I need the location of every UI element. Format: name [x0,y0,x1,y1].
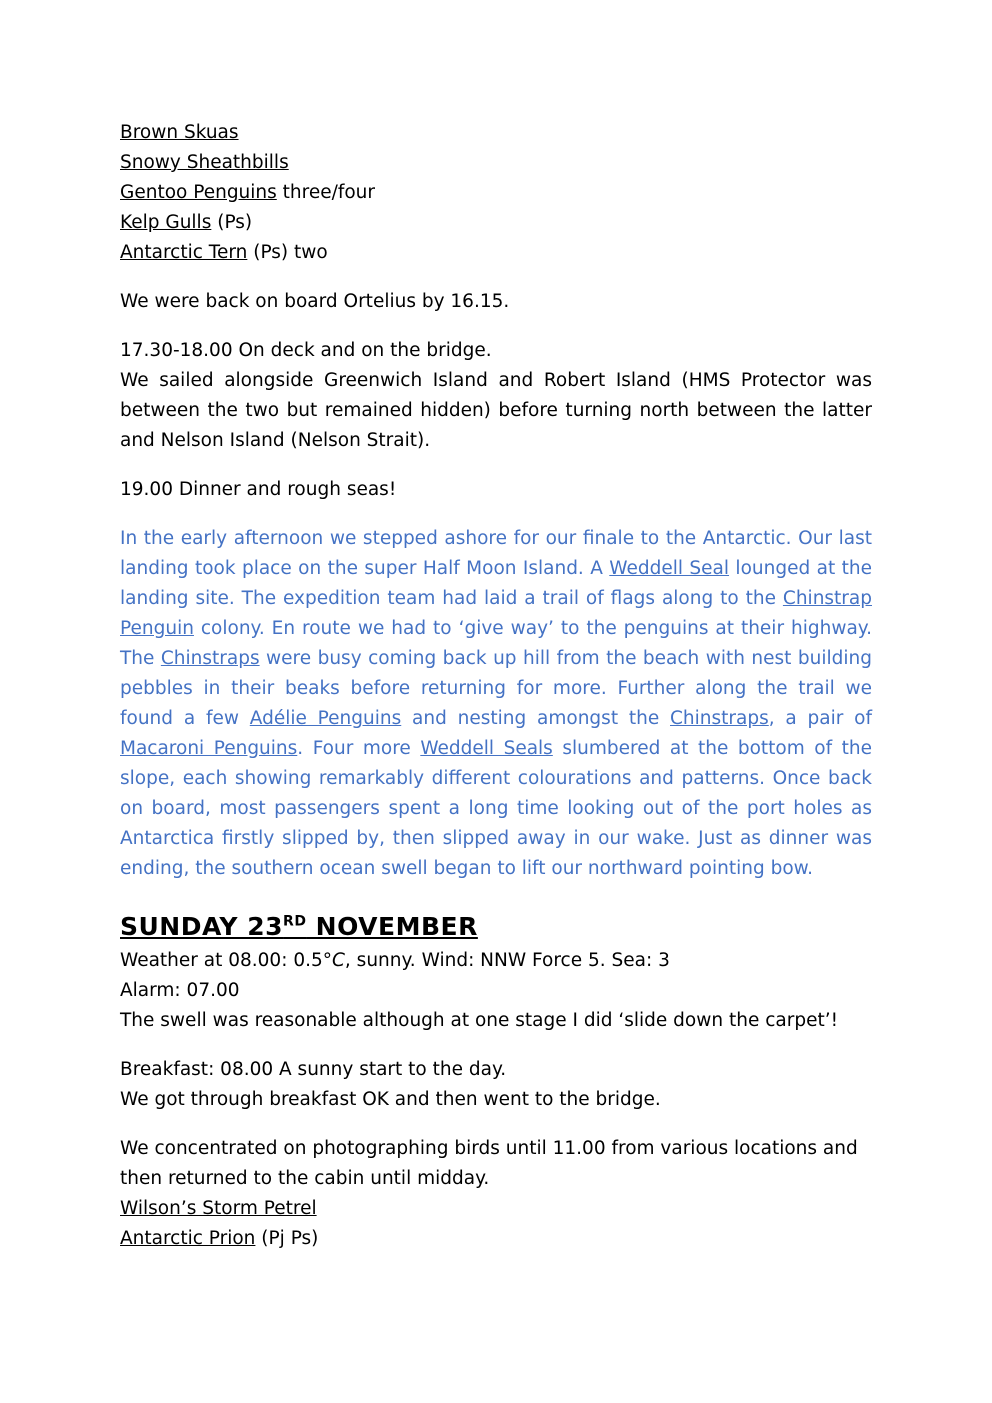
underlined-text: Macaroni Penguins [120,738,298,759]
bird-sightings-list-top [120,118,872,268]
underlined-text: Weddell Seal [609,558,730,579]
paragraph-back-on-board: We were back on board Ortelius by 16.15. [120,291,510,312]
sailing-text: We sailed alongside Greenwich Island and Robert Island (HMS Protector was between the two but remained hidden) before turning north between the latter and Nelson Island (Nelson Strait). [120,370,872,451]
text-run: Weather at 08.00: 0.5° [120,950,332,971]
underlined-text: Kelp Gulls [120,212,212,233]
underlined-text: Antarctic Tern [120,242,248,263]
sighting-line [120,238,872,268]
breakfast-block [120,1055,872,1115]
text-run: three/four [276,182,376,203]
underlined-text: Chinstrap Penguin [120,588,872,639]
swell-line: The swell was reasonable although at one stage I did ‘slide down the carpet’! [120,1010,839,1031]
underlined-text: Chinstraps [160,648,260,669]
underlined-text: Weddell Seals [420,738,553,759]
section-heading-sunday [120,910,872,944]
underlined-text: Antarctic Prion [120,1228,256,1249]
sighting-line [120,178,872,208]
paragraph-evening-sailing [120,336,872,456]
text-run: , a pair of [768,708,872,729]
weather-line [120,946,872,976]
sighting-line [120,208,872,238]
paragraph-afternoon-recap [120,524,872,884]
breakfast-line: Breakfast: 08.00 A sunny start to the day. [120,1059,507,1080]
text-run: . Four more [297,738,421,759]
underlined-text: Snowy Sheathbills [120,152,289,173]
sighting-line [120,118,872,148]
text-run: were busy coming back up hill from the beach with nest building pebbles in their beaks before returning for more. Further along the trail we found a few [120,648,872,729]
paragraph-dinner: 19.00 Dinner and rough seas! [120,479,397,500]
text-run: RD [283,913,307,930]
breakfast-followup-line: We got through breakfast OK and then went to the bridge. [120,1089,661,1110]
underlined-text: Wilson’s Storm Petrel [120,1198,317,1219]
text-run: In the early afternoon we stepped ashore for our finale to the Antarctic. Our last landing took place on the super Half Moon Island. A [120,528,872,579]
text-run: slumbered at the bottom of the slope, each showing remarkably different colourations and patterns. Once back on board, most passengers spent a long time looking out of the port holes as Antarctica firstly slipped by, then slipped away in our wake. Just as dinner was ending, the southern ocean swell began to lift our northward pointing bow. [120,738,873,879]
morning-status-block [120,946,872,1036]
underlined-text: Brown Skuas [120,122,239,143]
text-run: and nesting amongst the [401,708,671,729]
text-run: (Ps) [211,212,253,233]
underlined-text: Adélie Penguins [249,708,402,729]
text-run: (Ps) two [247,242,328,263]
sighting-line [120,148,872,178]
text-run: , sunny. Wind: NNW Force 5. Sea: 3 [344,950,670,971]
underlined-text: Gentoo Penguins [120,182,277,203]
birding-text: We concentrated on photographing birds until 11.00 from various locations and then returned to the cabin until midday. [120,1138,858,1189]
text-run: colony. En route we had to ‘give way’ to the penguins at their highway. The [120,618,872,669]
text-run: NOVEMBER [306,912,478,941]
text-run: (Pj Ps) [255,1228,319,1249]
underlined-text: Chinstraps [670,708,769,729]
text-run: C [332,950,345,971]
alarm-line: Alarm: 07.00 [120,980,240,1001]
sighting-line [120,1224,872,1254]
sighting-line [120,1194,872,1224]
deck-time-line: 17.30-18.00 On deck and on the bridge. [120,340,492,361]
text-run: SUNDAY 23 [120,912,284,941]
birding-block [120,1134,872,1254]
text-run: lounged at the landing site. The expedition team had laid a trail of flags along to the [120,558,872,609]
